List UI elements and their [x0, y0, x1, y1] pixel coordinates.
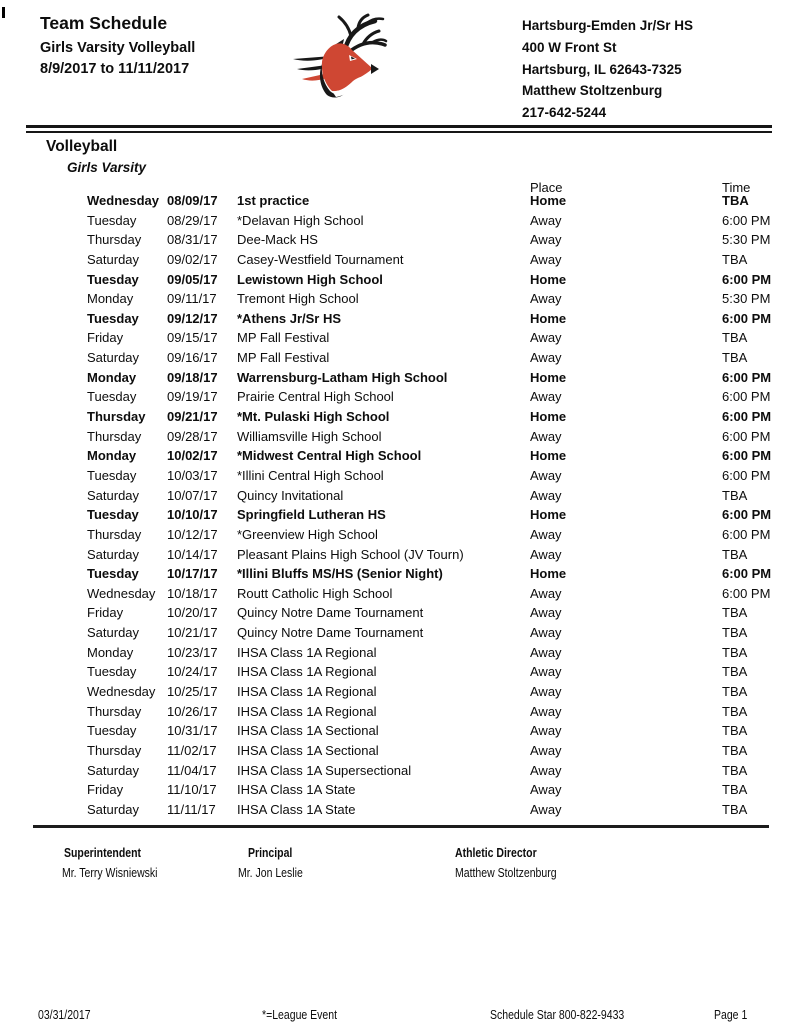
- row-opponent: Dee-Mack HS: [237, 232, 318, 248]
- row-day: Thursday: [87, 409, 146, 425]
- row-date: 11/10/17: [167, 782, 217, 798]
- row-date: 10/18/17: [167, 585, 218, 601]
- row-date: 10/02/17: [167, 448, 218, 464]
- row-date: 10/12/17: [167, 526, 218, 542]
- row-time: TBA: [722, 742, 748, 758]
- row-date: 09/12/17: [167, 310, 218, 326]
- row-day: Monday: [87, 448, 137, 464]
- row-opponent: Lewistown High School: [237, 271, 383, 287]
- row-place: Away: [530, 526, 562, 542]
- schedule-row: [0, 505, 800, 525]
- row-opponent: IHSA Class 1A State: [237, 782, 356, 798]
- schedule-row: [0, 250, 800, 270]
- schedule-row: [0, 368, 800, 388]
- row-opponent: MP Fall Festival: [237, 330, 330, 346]
- row-time: TBA: [722, 723, 748, 739]
- row-time: 6:00 PM: [722, 526, 771, 542]
- row-day: Friday: [87, 330, 124, 346]
- schedule-row: [0, 230, 800, 250]
- row-time: 6:00 PM: [722, 310, 772, 326]
- schedule-row: [0, 662, 800, 682]
- staff-title-principal: Principal: [248, 846, 293, 860]
- row-date: 10/31/17: [167, 723, 218, 739]
- school-address-block: [522, 15, 693, 124]
- staff-name-athletic-director: Matthew Stoltzenburg: [455, 866, 557, 880]
- row-day: Tuesday: [87, 467, 137, 483]
- row-date: 10/20/17: [167, 605, 218, 621]
- row-date: 10/25/17: [167, 684, 218, 700]
- row-place: Away: [530, 801, 562, 817]
- row-day: Monday: [87, 291, 134, 307]
- row-date: 10/07/17: [167, 487, 218, 503]
- row-opponent: Casey-Westfield Tournament: [237, 251, 404, 267]
- row-day: Friday: [87, 605, 124, 621]
- row-time: 6:00 PM: [722, 271, 772, 287]
- schedule-row: [0, 643, 800, 663]
- row-date: 09/02/17: [167, 251, 218, 267]
- schedule-row: [0, 328, 800, 348]
- schedule-row: [0, 270, 800, 290]
- footer-legend: *=League Event: [262, 1008, 338, 1022]
- row-opponent: IHSA Class 1A Supersectional: [237, 762, 412, 778]
- row-day: Wednesday: [87, 684, 156, 700]
- row-opponent: Williamsville High School: [237, 428, 382, 444]
- schedule-row: [0, 466, 800, 486]
- row-date: 08/29/17: [167, 212, 218, 228]
- row-place: Away: [530, 605, 562, 621]
- row-opponent: Tremont High School: [237, 291, 359, 307]
- school-contact: Matthew Stoltzenburg: [522, 83, 663, 99]
- row-time: TBA: [722, 762, 748, 778]
- row-place: Home: [530, 369, 567, 385]
- schedule-row: [0, 545, 800, 565]
- schedule-row: [0, 348, 800, 368]
- row-date: 08/31/17: [167, 232, 218, 248]
- row-day: Saturday: [87, 251, 140, 267]
- row-time: TBA: [722, 546, 748, 562]
- row-date: 09/18/17: [167, 369, 218, 385]
- staff-divider: [33, 825, 769, 828]
- footer-page-number: Page 1: [714, 1008, 748, 1022]
- staff-name-principal: Mr. Jon Leslie: [238, 866, 303, 880]
- row-day: Thursday: [87, 232, 142, 248]
- row-place: Away: [530, 703, 562, 719]
- row-opponent: 1st practice: [237, 193, 310, 208]
- row-opponent: IHSA Class 1A Regional: [237, 644, 377, 660]
- schedule-row: [0, 446, 800, 466]
- schedule-row: [0, 800, 800, 820]
- row-date: 10/24/17: [167, 664, 218, 680]
- row-opponent: Routt Catholic High School: [237, 585, 393, 601]
- row-place: Away: [530, 762, 562, 778]
- row-date: 09/15/17: [167, 330, 218, 346]
- row-day: Saturday: [87, 625, 140, 641]
- schedule-row: [0, 191, 800, 211]
- row-day: Thursday: [87, 703, 142, 719]
- row-day: Thursday: [87, 428, 142, 444]
- row-place: Home: [530, 193, 567, 208]
- row-time: TBA: [722, 703, 748, 719]
- row-place: Away: [530, 546, 562, 562]
- row-opponent: *Illini Bluffs MS/HS (Senior Night): [237, 566, 443, 582]
- row-day: Tuesday: [87, 310, 139, 326]
- row-place: Away: [530, 644, 562, 660]
- row-time: 6:00 PM: [722, 389, 771, 405]
- header-divider: [26, 125, 772, 133]
- row-opponent: *Athens Jr/Sr HS: [237, 310, 342, 326]
- row-time: 5:30 PM: [722, 232, 771, 248]
- row-time: 6:00 PM: [722, 467, 771, 483]
- schedule-row: [0, 780, 800, 800]
- row-opponent: Springfield Lutheran HS: [237, 507, 386, 523]
- row-day: Saturday: [87, 487, 140, 503]
- row-day: Thursday: [87, 526, 142, 542]
- school-street: 400 W Front St: [522, 39, 617, 55]
- row-time: TBA: [722, 782, 748, 798]
- row-time: 6:00 PM: [722, 212, 771, 228]
- row-day: Tuesday: [87, 566, 139, 582]
- row-place: Away: [530, 232, 562, 248]
- row-day: Saturday: [87, 801, 140, 817]
- row-place: Home: [530, 507, 567, 523]
- row-day: Friday: [87, 782, 124, 798]
- row-date: 10/23/17: [167, 644, 218, 660]
- row-time: 6:00 PM: [722, 585, 771, 601]
- row-place: Away: [530, 782, 562, 798]
- schedule-row: [0, 309, 800, 329]
- row-day: Tuesday: [87, 723, 137, 739]
- row-time: 6:00 PM: [722, 566, 772, 582]
- row-time: TBA: [722, 684, 748, 700]
- row-date: 11/11/17: [167, 801, 216, 817]
- schedule-row: [0, 525, 800, 545]
- footer-brand: Schedule Star 800-822-9433: [490, 1008, 625, 1022]
- row-date: 11/04/17: [167, 762, 217, 778]
- row-place: Away: [530, 212, 562, 228]
- schedule-row: [0, 486, 800, 506]
- page-title: Team Schedule: [40, 13, 168, 33]
- scan-artifact: [2, 7, 5, 18]
- row-place: Home: [530, 566, 567, 582]
- row-time: TBA: [722, 487, 748, 503]
- team-level-heading: Girls Varsity: [67, 160, 147, 175]
- row-day: Tuesday: [87, 507, 139, 523]
- row-opponent: Pleasant Plains High School (JV Tourn): [237, 546, 464, 562]
- schedule-row: [0, 211, 800, 231]
- row-opponent: IHSA Class 1A State: [237, 801, 356, 817]
- row-day: Saturday: [87, 546, 140, 562]
- row-date: 09/21/17: [167, 409, 218, 425]
- sport-heading: Volleyball: [46, 138, 118, 155]
- staff-title-athletic-director: Athletic Director: [455, 846, 537, 860]
- row-day: Saturday: [87, 762, 140, 778]
- row-opponent: IHSA Class 1A Regional: [237, 684, 377, 700]
- row-opponent: IHSA Class 1A Sectional: [237, 723, 379, 739]
- row-opponent: MP Fall Festival: [237, 350, 330, 366]
- row-place: Away: [530, 251, 562, 267]
- row-place: Away: [530, 487, 562, 503]
- row-date: 09/16/17: [167, 350, 218, 366]
- row-place: Away: [530, 467, 562, 483]
- row-time: TBA: [722, 330, 748, 346]
- row-place: Home: [530, 409, 567, 425]
- date-range: 8/9/2017 to 11/11/2017: [40, 61, 190, 77]
- row-opponent: IHSA Class 1A Regional: [237, 703, 377, 719]
- row-day: Saturday: [87, 350, 140, 366]
- row-day: Thursday: [87, 742, 142, 758]
- row-time: 6:00 PM: [722, 428, 771, 444]
- row-place: Away: [530, 723, 562, 739]
- row-date: 08/09/17: [167, 193, 218, 208]
- schedule-row: [0, 623, 800, 643]
- schedule-row: [0, 427, 800, 447]
- row-place: Away: [530, 330, 562, 346]
- footer-print-date: 03/31/2017: [38, 1008, 91, 1022]
- row-opponent: *Mt. Pulaski High School: [237, 409, 390, 425]
- row-place: Away: [530, 428, 562, 444]
- row-time: 5:30 PM: [722, 291, 771, 307]
- row-opponent: IHSA Class 1A Sectional: [237, 742, 379, 758]
- row-opponent: *Illini Central High School: [237, 467, 384, 483]
- row-time: TBA: [722, 193, 749, 208]
- schedule-row: [0, 761, 800, 781]
- schedule-row: [0, 721, 800, 741]
- row-place: Home: [530, 271, 567, 287]
- school-phone: 217-642-5244: [522, 105, 607, 121]
- team-subtitle: Girls Varsity Volleyball: [40, 40, 196, 56]
- schedule-row: [0, 387, 800, 407]
- row-date: 11/02/17: [167, 742, 217, 758]
- schedule-row: [0, 603, 800, 623]
- row-place: Away: [530, 291, 562, 307]
- row-time: TBA: [722, 251, 748, 267]
- column-header-time: Time: [722, 180, 751, 195]
- row-place: Away: [530, 585, 562, 601]
- row-opponent: Quincy Notre Dame Tournament: [237, 625, 424, 641]
- row-opponent: Quincy Notre Dame Tournament: [237, 605, 424, 621]
- row-opponent: *Midwest Central High School: [237, 448, 422, 464]
- row-opponent: *Greenview High School: [237, 526, 378, 542]
- row-day: Tuesday: [87, 389, 137, 405]
- school-city: Hartsburg, IL 62643-7325: [522, 61, 682, 77]
- row-time: 6:00 PM: [722, 409, 772, 425]
- schedule-row: [0, 741, 800, 761]
- row-day: Monday: [87, 644, 134, 660]
- row-date: 09/05/17: [167, 271, 218, 287]
- row-time: 6:00 PM: [722, 507, 772, 523]
- row-day: Monday: [87, 369, 137, 385]
- row-day: Tuesday: [87, 271, 139, 287]
- staff-title-superintendent: Superintendent: [64, 846, 142, 860]
- row-place: Home: [530, 448, 567, 464]
- row-date: 10/03/17: [167, 467, 218, 483]
- row-place: Away: [530, 684, 562, 700]
- row-opponent: *Delavan High School: [237, 212, 364, 228]
- row-time: TBA: [722, 664, 748, 680]
- row-place: Away: [530, 350, 562, 366]
- row-opponent: IHSA Class 1A Regional: [237, 664, 377, 680]
- row-date: 09/19/17: [167, 389, 218, 405]
- schedule-row: [0, 289, 800, 309]
- row-time: TBA: [722, 350, 748, 366]
- schedule-row: [0, 682, 800, 702]
- row-opponent: Prairie Central High School: [237, 389, 394, 405]
- row-place: Home: [530, 310, 567, 326]
- row-day: Tuesday: [87, 212, 137, 228]
- school-name: Hartsburg-Emden Jr/Sr HS: [522, 18, 694, 33]
- staff-name-superintendent: Mr. Terry Wisniewski: [62, 866, 158, 880]
- column-header-place: Place: [530, 180, 563, 195]
- row-time: TBA: [722, 801, 748, 817]
- row-place: Away: [530, 742, 562, 758]
- row-opponent: Warrensburg-Latham High School: [237, 369, 448, 385]
- row-time: TBA: [722, 625, 748, 641]
- schedule-row: [0, 564, 800, 584]
- row-opponent: Quincy Invitational: [237, 487, 344, 503]
- row-place: Away: [530, 625, 562, 641]
- row-time: 6:00 PM: [722, 448, 772, 464]
- row-place: Away: [530, 389, 562, 405]
- stag-head-logo: [292, 12, 388, 108]
- schedule-row: [0, 584, 800, 604]
- row-time: TBA: [722, 605, 748, 621]
- row-day: Wednesday: [87, 193, 160, 208]
- row-date: 09/11/17: [167, 291, 217, 307]
- row-time: 6:00 PM: [722, 369, 772, 385]
- schedule-table: [0, 191, 800, 820]
- row-day: Tuesday: [87, 664, 137, 680]
- row-place: Away: [530, 664, 562, 680]
- row-time: TBA: [722, 644, 748, 660]
- row-date: 10/14/17: [167, 546, 218, 562]
- schedule-row: [0, 407, 800, 427]
- schedule-row: [0, 702, 800, 722]
- row-day: Wednesday: [87, 585, 156, 601]
- row-date: 10/21/17: [167, 625, 218, 641]
- row-date: 10/17/17: [167, 566, 218, 582]
- row-date: 10/10/17: [167, 507, 218, 523]
- row-date: 09/28/17: [167, 428, 218, 444]
- row-date: 10/26/17: [167, 703, 218, 719]
